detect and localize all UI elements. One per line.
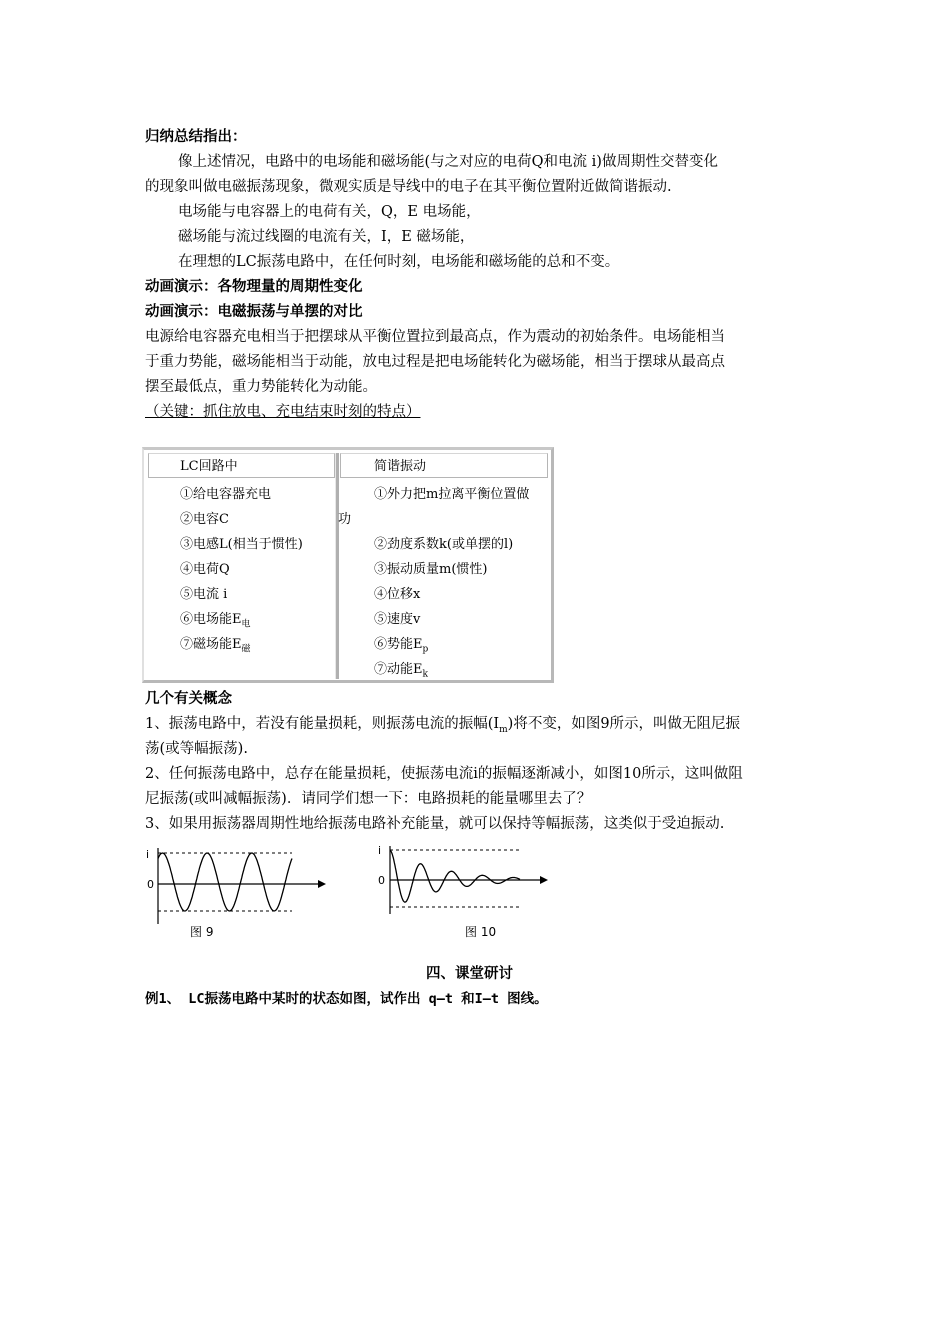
section-4-title: 四、课堂研讨 [426,966,513,982]
paragraph-4: 在理想的LC振荡电路中，在任何时刻，电场能和磁场能的总和不变。 [178,254,620,270]
table-right-item-2: ②劲度系数k(或单摆的l) [374,537,514,552]
fig10-origin-label: 0 [378,874,385,887]
table-left-item-3: ③电感L(相当于惯性) [180,537,303,552]
table-right-item-6 [374,637,428,658]
concept-3: 3、如果用振荡器周期性地给振荡电路补充能量，就可以保持等幅振荡，这类似于受迫振动. [145,816,725,832]
table-left-item-7-subscript: 磁 [241,644,251,655]
fig10-caption: 图 10 [465,925,497,939]
fig9-caption: 图 9 [190,925,214,939]
animation-heading-2: 动画演示：电磁振荡与单摆的对比 [145,304,363,320]
table-left-item-6 [180,612,251,633]
fig9-y-label: i [146,848,150,861]
table-right-item-1: ①外力把m拉离平衡位置做 [374,487,530,502]
paragraph-1-line-2: 的现象叫做电磁振荡现象，微观实质是导线中的电子在其平衡位置附近做简谐振动. [145,179,672,195]
table-header-right-cell [340,453,548,478]
paragraph-5-line-2: 于重力势能，磁场能相当于动能，放电过程是把电场能转化为磁场能，相当于摆球从最高点 [145,354,725,370]
paragraph-1-line-1: 像上述情况，电路中的电场能和磁场能(与之对应的电荷Q和电流 i)做周期性交替变化 [178,154,718,170]
concept-1-subscript: m [499,724,508,735]
table-left-item-6-text: ⑥电场能E [180,612,242,627]
summary-heading: 归纳总结指出： [145,129,247,145]
table-header-left-cell [148,453,335,478]
table-column-divider [335,453,339,679]
paragraph-5-line-1: 电源给电容器充电相当于把摆球从平衡位置拉到最高点，作为震动的初始条件。电场能相当 [145,329,725,345]
concept-1-text-a: 1、振荡电路中，若没有能量损耗，则振荡电流的振幅(I [145,716,500,732]
table-left-item-6-subscript: 电 [241,619,251,630]
table-header-left: LC回路中 [180,459,238,474]
concept-2-line-1: 2、任何振荡电路中，总存在能量损耗，使振荡电流i的振幅逐渐减小，如图10所示，这叫做阻 [145,766,743,782]
fig10-waveform [390,850,520,902]
table-right-item-7-subscript: k [422,669,428,680]
fig9-origin-label: 0 [147,878,154,891]
concepts-heading: 几个有关概念 [145,691,232,707]
table-left-item-5: ⑤电流 i [180,587,228,602]
animation-heading-1: 动画演示：各物理量的周期性变化 [145,279,363,295]
fig10-x-arrow [540,876,548,884]
table-right-wrap-text: 功 [338,512,352,527]
table-right-item-7-text: ⑦动能E [374,662,423,677]
table-left-item-2: ②电容C [180,512,229,527]
concept-2-line-2: 尼振荡(或叫减幅振荡)．请同学们想一下：电路损耗的能量哪里去了？ [145,791,592,807]
figure-10-damped-oscillation [370,840,560,945]
fig10-y-label: i [378,844,382,857]
concept-1-line-1 [145,715,740,739]
table-right-item-6-text: ⑥势能E [374,637,423,652]
table-left-item-7-text: ⑦磁场能E [180,637,242,652]
table-right-item-4: ④位移x [374,587,421,602]
table-left-item-4: ④电荷Q [180,562,230,577]
fig9-x-arrow [318,880,326,888]
table-right-item-5: ⑤速度v [374,612,421,627]
table-left-item-1: ①给电容器充电 [180,487,272,502]
figure-9-undamped-oscillation [140,840,330,945]
table-left-item-7 [180,637,251,658]
table-right-item-3: ③振动质量m(惯性) [374,562,488,577]
table-right-item-7 [374,662,428,683]
comparison-table [142,447,556,685]
paragraph-2: 电场能与电容器上的电荷有关，Q，E 电场能， [178,204,481,220]
table-right-item-6-subscript: p [422,644,429,655]
paragraph-5-line-3: 摆至最低点，重力势能转化为动能。 [145,379,377,395]
table-header-right: 简谐振动 [374,459,427,474]
example-1: 例1、 LC振荡电路中某时的状态如图，试作出 q—t 和I—t 图线。 [145,991,548,1007]
key-note: （关键：抓住放电、充电结束时刻的特点） [145,404,421,420]
fig9-waveform [158,853,292,911]
paragraph-3: 磁场能与流过线圈的电流有关，I，E 磁场能， [178,229,475,245]
concept-1-line-2: 荡(或等幅振荡). [145,741,248,757]
concept-1-text-b: )将不变，如图9所示，叫做无阻尼振 [507,716,741,732]
